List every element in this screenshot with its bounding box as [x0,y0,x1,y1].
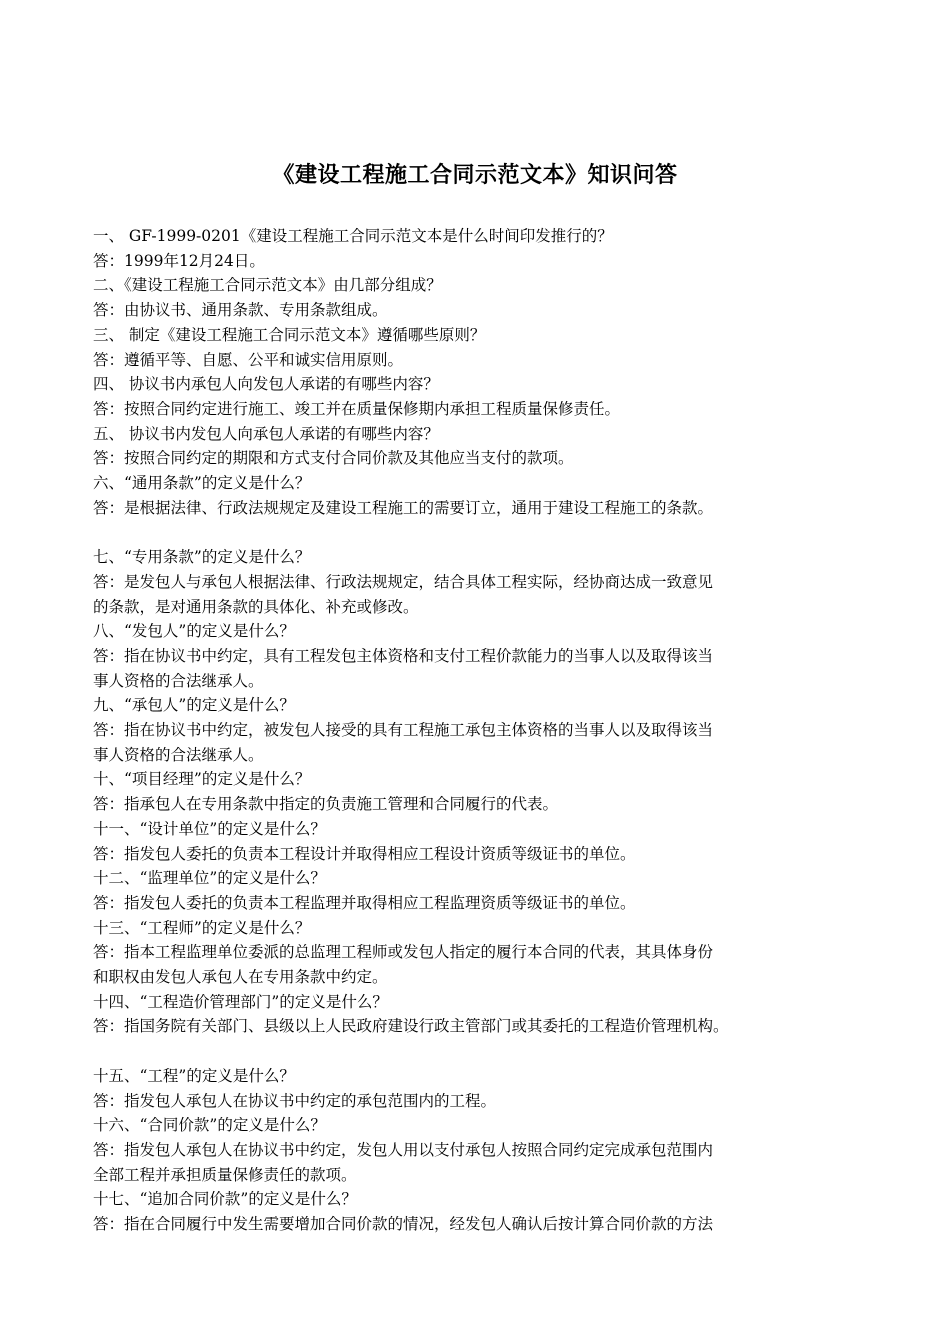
text-line: 六、“通用条款”的定义是什么？ [93,474,311,493]
text-line: 答：指国务院有关部门、县级以上人民政府建设行政主管部门或其委托的工程造价管理机构。 [93,1017,729,1036]
blank-line [93,1039,865,1064]
text-line: 十、“项目经理”的定义是什么？ [93,770,311,789]
text-line: 十五、“工程”的定义是什么？ [93,1066,295,1085]
blank-line [93,520,865,545]
text-line: 答：指承包人在专用条款中指定的负责施工管理和合同履行的代表。 [93,795,559,814]
text-line: 二、《建设工程施工合同示范文本》由几部分组成？ [93,276,442,295]
text-line: 八、“发包人”的定义是什么？ [93,622,295,641]
text-line: 答：指发包人委托的负责本工程设计并取得相应工程设计资质等级证书的单位。 [93,844,636,863]
text-line: 十七、“追加合同价款”的定义是什么？ [93,1190,357,1209]
text-line: 一、 GF-1999-0201《建设工程施工合同示范文本是什么时间印发推行的？ [93,227,613,245]
document-body [93,224,865,1237]
text-line: 答：按照合同约定进行施工、竣工并在质量保修期内承担工程质量保修责任。 [93,399,621,418]
text-line: 答：指发包人委托的负责本工程监理并取得相应工程监理资质等级证书的单位。 [93,893,636,912]
text-line: 答：指本工程监理单位委派的总监理工程师或发包人指定的履行本合同的代表，其具体身份 [93,943,714,962]
text-line: 事人资格的合法继承人。 [93,745,264,764]
text-line: 事人资格的合法继承人。 [93,671,264,690]
text-line: 答：是根据法律、行政法规规定及建设工程施工的需要订立，通用于建设工程施工的条款。 [93,498,714,517]
text-line: 答：是发包人与承包人根据法律、行政法规规定，结合具体工程实际，经协商达成一致意见 [93,572,714,591]
text-line: 答：指在协议书中约定，具有工程发包主体资格和支付工程价款能力的当事人以及取得该当 [93,646,714,665]
text-line: 答：遵循平等、自愿、公平和诚实信用原则。 [93,350,404,369]
text-line: 十一、“设计单位”的定义是什么？ [93,819,326,838]
document-title: 《建设工程施工合同示范文本》知识问答 [272,162,678,188]
text-line: 十二、“监理单位”的定义是什么？ [93,869,326,888]
text-line: 和职权由发包人承包人在专用条款中约定。 [93,968,388,987]
text-line: 十六、“合同价款”的定义是什么？ [93,1116,326,1135]
text-line: 答：指在合同履行中发生需要增加合同价款的情况，经发包人确认后按计算合同价款的方法 [93,1215,714,1234]
text-line: 答：1999年12月24日。 [93,251,265,270]
text-line: 答：指发包人承包人在协议书中约定，发包人用以支付承包人按照合同约定完成承包范围内 [93,1140,714,1159]
text-line: 五、 协议书内发包人向承包人承诺的有哪些内容？ [93,424,439,443]
text-line: 三、 制定《建设工程施工合同示范文本》遵循哪些原则？ [93,325,486,344]
text-line: 九、“承包人”的定义是什么？ [93,696,295,715]
text-line: 答：由协议书、通用条款、专用条款组成。 [93,301,388,320]
text-line: 十三、“工程师”的定义是什么？ [93,918,311,937]
text-line: 答：按照合同约定的期限和方式支付合同价款及其他应当支付的款项。 [93,449,574,468]
text-line: 答：指在协议书中约定，被发包人接受的具有工程施工承包主体资格的当事人以及取得该当 [93,721,714,740]
text-line: 四、 协议书内承包人向发包人承诺的有哪些内容？ [93,375,439,394]
text-line: 的条款，是对通用条款的具体化、补充或修改。 [93,597,419,616]
text-line: 十四、“工程造价管理部门”的定义是什么？ [93,992,388,1011]
text-line: 答：指发包人承包人在协议书中约定的承包范围内的工程。 [93,1091,497,1110]
text-line: 七、“专用条款”的定义是什么？ [93,548,311,567]
text-line: 全部工程并承担质量保修责任的款项。 [93,1165,357,1184]
